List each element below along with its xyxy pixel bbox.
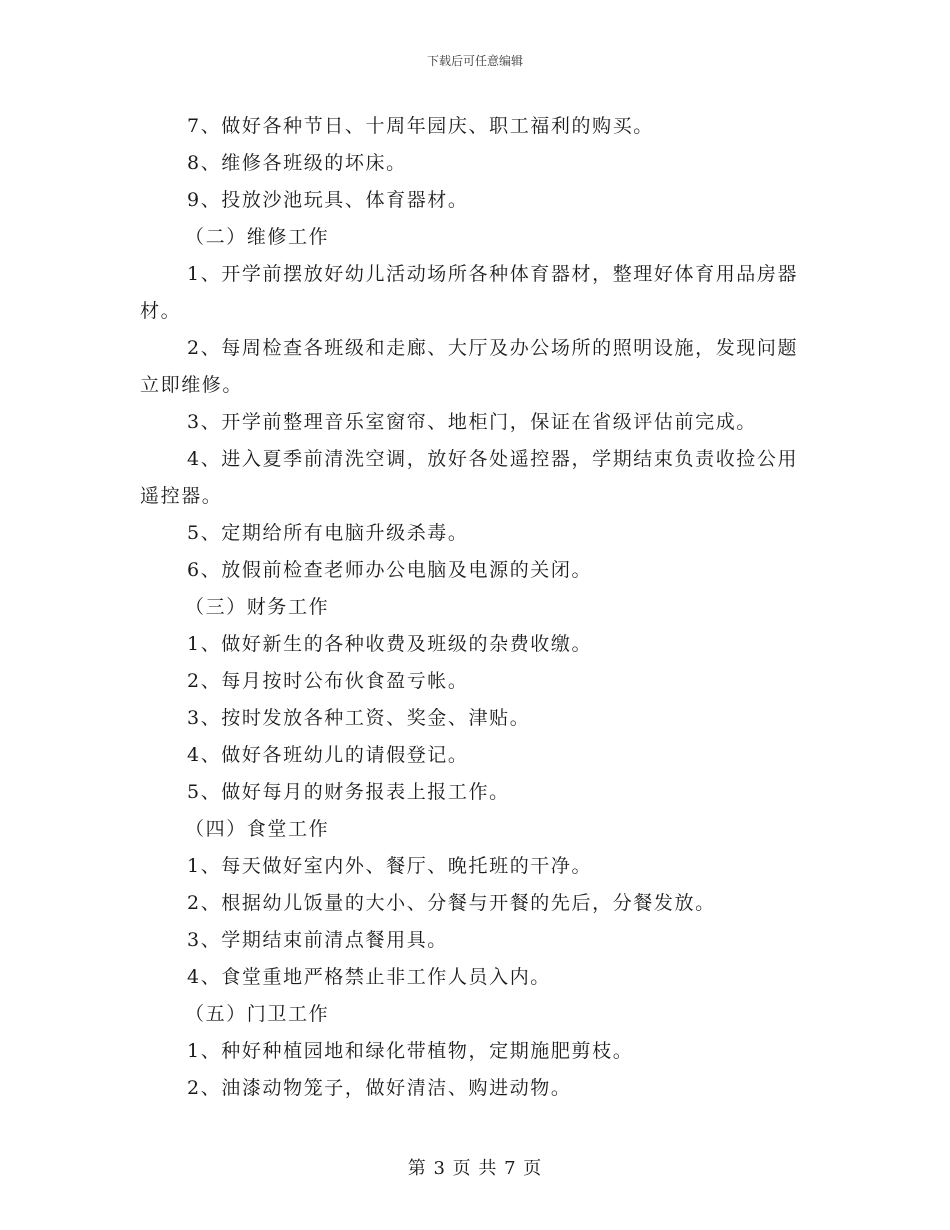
section-heading-canteen: （四）食堂工作 xyxy=(185,818,330,840)
paragraph-item: 3、学期结束前清点餐用具。 xyxy=(187,929,448,951)
paragraph-item: 6、放假前检查老师办公电脑及电源的关闭。 xyxy=(187,559,593,581)
page-number-footer: 第 3 页 共 7 页 xyxy=(407,1158,543,1179)
paragraph-item: 5、定期给所有电脑升级杀毒。 xyxy=(187,522,469,544)
page-header: 下载后可任意编辑 xyxy=(426,54,523,68)
section-heading-gatekeeper: （五）门卫工作 xyxy=(185,1003,330,1025)
section-heading-maintenance: （二）维修工作 xyxy=(185,226,330,248)
paragraph-item: 4、做好各班幼儿的请假登记。 xyxy=(187,744,469,766)
paragraph-item: 4、食堂重地严格禁止非工作人员入内。 xyxy=(187,966,551,988)
paragraph-item: 2、每月按时公布伙食盈亏帐。 xyxy=(187,670,469,692)
paragraph-item-9: 9、投放沙池玩具、体育器材。 xyxy=(187,189,469,211)
document-body xyxy=(140,108,810,1107)
paragraph-item-7: 7、做好各种节日、十周年园庆、职工福利的购买。 xyxy=(187,115,654,137)
paragraph-item: 1、种好种植园地和绿化带植物，定期施肥剪枝。 xyxy=(187,1040,634,1062)
paragraph-item: 2、根据幼儿饭量的大小、分餐与开餐的先后，分餐发放。 xyxy=(187,892,716,914)
paragraph-item: 4、进入夏季前清洗空调，放好各处遥控器，学期结束负责收捡公用遥控器。 xyxy=(140,448,799,507)
paragraph-item: 3、按时发放各种工资、奖金、津贴。 xyxy=(187,707,531,729)
paragraph-item: 1、做好新生的各种收费及班级的杂费收缴。 xyxy=(187,633,593,655)
paragraph-item: 1、开学前摆放好幼儿活动场所各种体育器材，整理好体育用品房器材。 xyxy=(140,263,799,322)
paragraph-item: 2、油漆动物笼子，做好清洁、购进动物。 xyxy=(187,1077,572,1099)
paragraph-item: 5、做好每月的财务报表上报工作。 xyxy=(187,781,510,803)
paragraph-item: 3、开学前整理音乐室窗帘、地柜门，保证在省级评估前完成。 xyxy=(187,411,757,433)
section-heading-finance: （三）财务工作 xyxy=(185,596,330,618)
paragraph-item: 2、每周检查各班级和走廊、大厅及办公场所的照明设施，发现问题立即维修。 xyxy=(140,337,799,396)
paragraph-item: 1、每天做好室内外、餐厅、晚托班的干净。 xyxy=(187,855,593,877)
paragraph-item-8: 8、维修各班级的坏床。 xyxy=(187,152,407,174)
